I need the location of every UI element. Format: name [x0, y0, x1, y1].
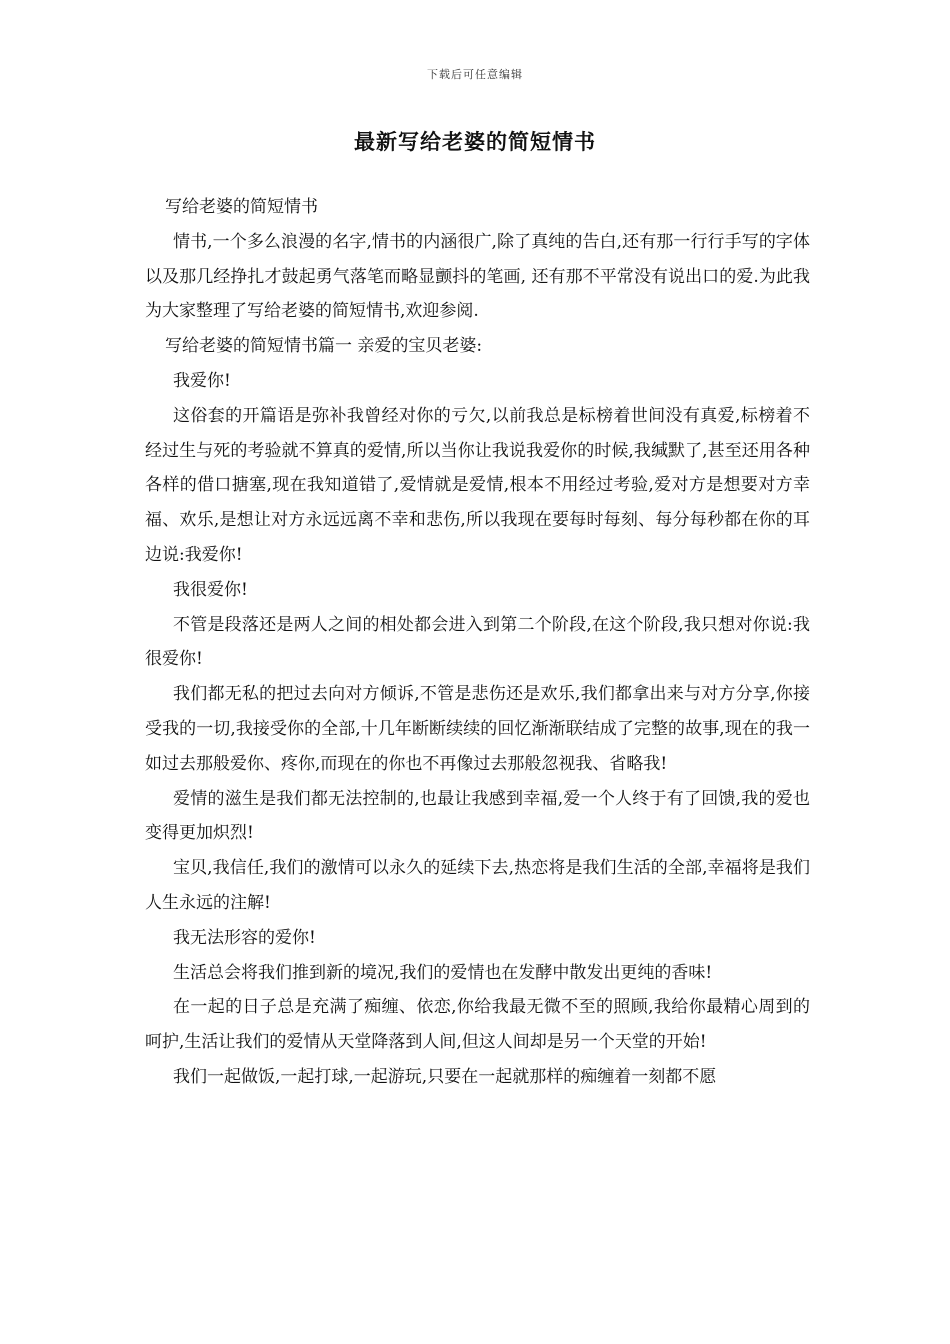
page-title: 最新写给老婆的简短情书	[354, 129, 596, 154]
paragraph: 我爱你!	[173, 370, 231, 391]
paragraph: 生活总会将我们推到新的境况,我们的爱情也在发酵中散发出更纯的香味!	[173, 962, 713, 983]
paragraph: 宝贝,我信任,我们的激情可以永久的延续下去,热恋将是我们生活的全部,幸福将是我们人生永远的注解!	[145, 858, 810, 913]
section-heading: 写给老婆的简短情书篇一 亲爱的宝贝老婆:	[165, 336, 483, 357]
paragraph: 我们一起做饭,一起打球,一起游玩,只要在一起就那样的痴缠着一刻都不愿	[173, 1066, 717, 1087]
paragraph: 这俗套的开篇语是弥补我曾经对你的亏欠,以前我总是标榜着世间没有真爱,标榜着不经过生与死的考验就不算真的爱情,所以当你让我说我爱你的时候,我缄默了,甚至还用各种各样的借口搪塞,现在我知道错了,爱情就是爱情,根本不用经过考验,爱对方是想要对方幸福、欢乐,是想让对方永远远离不幸和悲伤,所以我现在要每时每刻、每分每秒都在你的耳边说:我爱你!	[145, 405, 810, 565]
section-heading: 写给老婆的简短情书	[165, 197, 318, 217]
paragraph: 我很爱你!	[173, 579, 248, 600]
paragraph: 我们都无私的把过去向对方倾诉,不管是悲伤还是欢乐,我们都拿出来与对方分享,你接受我的一切,我接受你的全部,十几年断断续续的回忆渐渐联结成了完整的故事,现在的我一如过去那般爱你、疼你,而现在的你也不再像过去那般忽视我、省略我!	[145, 684, 810, 774]
paragraph: 我无法形容的爱你!	[173, 927, 316, 948]
paragraph: 不管是段落还是两人之间的相处都会进入到第二个阶段,在这个阶段,我只想对你说:我很爱你!	[145, 614, 810, 670]
document-body	[145, 190, 810, 1095]
header-note: 下载后可任意编辑	[427, 68, 523, 81]
paragraph: 爱情的滋生是我们都无法控制的,也最让我感到幸福,爱一个人终于有了回馈,我的爱也变得更加炽烈!	[145, 788, 810, 844]
paragraph: 在一起的日子总是充满了痴缠、依恋,你给我最无微不至的照顾,我给你最精心周到的呵护,生活让我们的爱情从天堂降落到人间,但这人间却是另一个天堂的开始!	[145, 997, 810, 1053]
paragraph: 情书,一个多么浪漫的名字,情书的内涵很广,除了真纯的告白,还有那一行行手写的字体以及那几经挣扎才鼓起勇气落笔而略显颤抖的笔画, 还有那不平常没有说出口的爱.为此我为大家整理了写给老婆的简短情书,欢迎参阅.	[145, 231, 810, 322]
